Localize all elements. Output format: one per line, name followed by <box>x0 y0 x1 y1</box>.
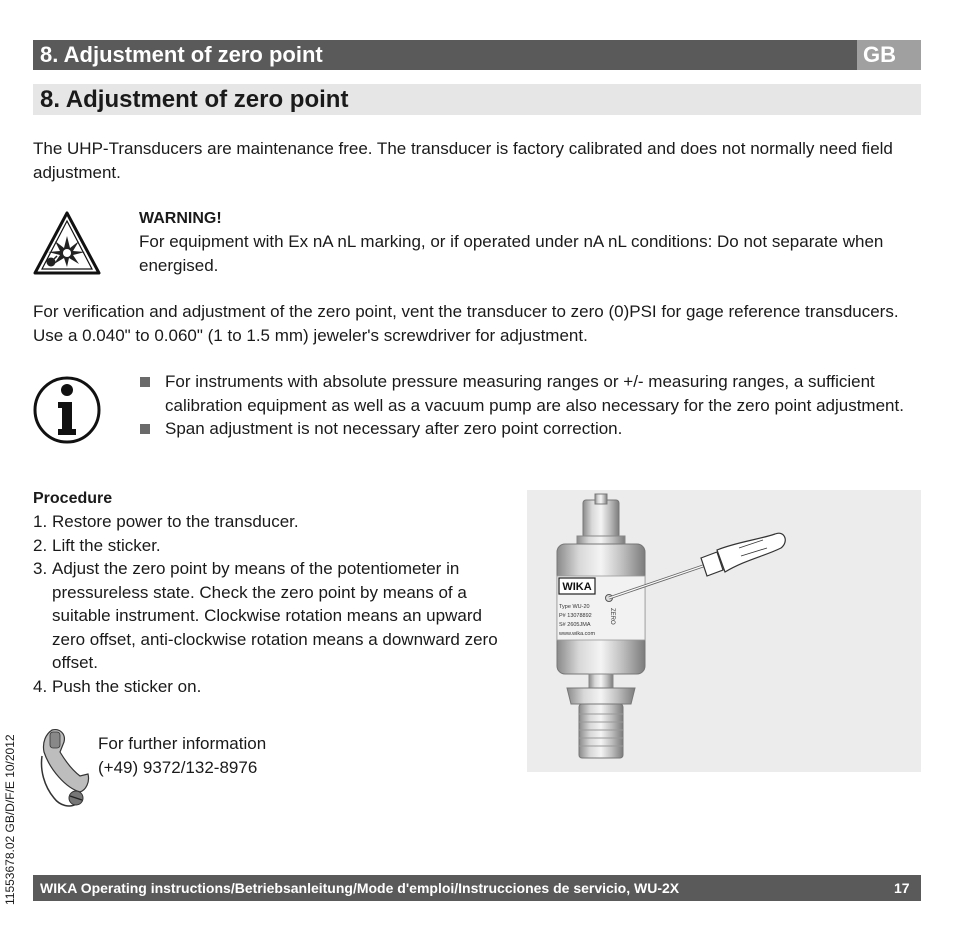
step-text: Lift the sticker. <box>52 535 161 555</box>
explosion-warning-icon <box>33 210 101 276</box>
step-number: 3. <box>33 559 48 578</box>
information-icon <box>33 374 101 446</box>
list-item <box>33 675 503 699</box>
page-number: 17 <box>894 880 910 896</box>
contact-line: For further information <box>98 734 267 753</box>
contact-info <box>98 732 266 779</box>
photo-label-line: P# 13078892 <box>559 613 592 619</box>
photo-brand-text: WIKA <box>562 581 592 593</box>
step-text: Adjust the zero point by means of the potentiometer in pressureless state. Check the zero point by means of a suitable instrument. Clockwise rotation means an upward zero offset, anti-clockwise rotation means a downward zero offset. <box>52 559 498 672</box>
intro-paragraph: The UHP-Transducers are maintenance free. The transducer is factory calibrated and does not normally need field adjustment. <box>33 139 893 182</box>
footer-text: WIKA Operating instructions/Betriebsanleitung/Mode d'emploi/Instrucciones de servicio, WU-2X <box>40 880 680 896</box>
photo-label-line: www.wika.com <box>559 631 596 637</box>
bullet-square-icon <box>140 377 150 387</box>
bullet-square-icon <box>140 424 150 434</box>
header-title: 8. Adjustment of zero point <box>40 42 323 67</box>
list-item <box>139 370 909 417</box>
bullet-text: Span adjustment is not necessary after zero point correction. <box>165 419 623 438</box>
warning-text: For equipment with Ex nA nL marking, or if operated under nA nL conditions: Do not separate when energised. <box>139 232 884 275</box>
info-bullet-list <box>139 370 909 441</box>
bullet-text: For instruments with absolute pressure measuring ranges or +/- measuring ranges, a sufficient calibration equipment as well as a vacuum pump are also necessary for the zero point adjustment. <box>165 372 904 415</box>
step-number: 2. <box>33 535 48 555</box>
procedure-title: Procedure <box>33 490 113 507</box>
photo-label-line: Type WU-20 <box>559 604 590 610</box>
document-code: 11553678.02 GB/D/F/E 10/2012 <box>3 734 17 905</box>
transducer-photo <box>527 490 921 772</box>
photo-label-line: S# 2605JMA <box>559 622 591 628</box>
list-item <box>33 534 503 558</box>
step-number: 4. <box>33 676 48 696</box>
step-text: Push the sticker on. <box>52 676 202 696</box>
step-text: Restore power to the transducer. <box>52 512 299 531</box>
phone-contact-icon <box>36 726 90 810</box>
section-title: 8. Adjustment of zero point <box>40 86 349 113</box>
list-item <box>33 557 503 675</box>
step-number: 1. <box>33 512 48 531</box>
list-item <box>139 417 909 441</box>
warning-title: WARNING! <box>139 210 222 227</box>
contact-phone: (+49) 9372/132-8976 <box>98 757 258 777</box>
verification-paragraph: For verification and adjustment of the zero point, vent the transducer to zero (0)PSI for gage reference transducers. Use a 0.040" to 0.060" (1 to 1.5 mm) jeweler's screwdriver for adjustment. <box>33 302 899 345</box>
procedure-steps <box>33 510 503 698</box>
photo-zero-label: ZERO <box>609 608 615 625</box>
list-item <box>33 510 503 534</box>
language-badge: GB <box>857 40 921 70</box>
